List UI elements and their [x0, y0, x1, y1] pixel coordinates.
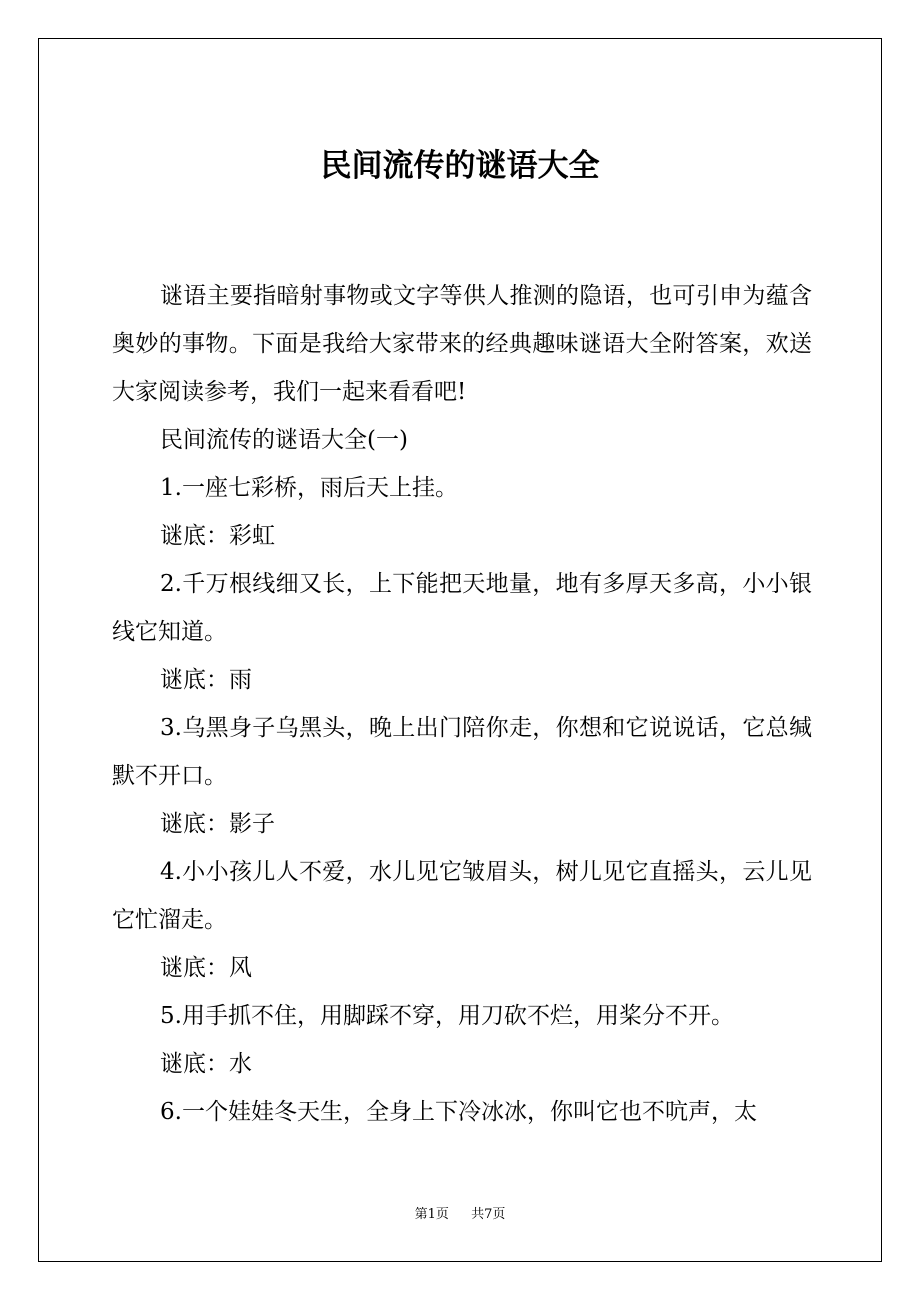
- riddle-6: 6.一个娃娃冬天生，全身上下冷冰冰，你叫它也不吭声，太: [160, 1099, 757, 1125]
- riddle-3: 3.乌黑身子乌黑头，晚上出门陪你走，你想和它说说话，它总缄默不开口。: [112, 715, 812, 789]
- document-title: 民间流传的谜语大全: [320, 148, 600, 184]
- answer-1: 谜底：彩虹: [160, 523, 275, 549]
- page-footer: [0, 1205, 920, 1225]
- answer-5: 谜底：水: [160, 1051, 252, 1077]
- riddle-4: 4.小小孩儿人不爱，水儿见它皱眉头，树儿见它直摇头，云儿见它忙溜走。: [112, 859, 812, 933]
- answer-2: 谜底：雨: [160, 667, 252, 693]
- riddle-2: 2.千万根线细又长，上下能把天地量，地有多厚天多高，小小银线它知道。: [112, 571, 812, 645]
- answer-4: 谜底：风: [160, 955, 252, 981]
- riddle-1: 1.一座七彩桥，雨后天上挂。: [160, 475, 458, 501]
- section-heading: 民间流传的谜语大全(一): [160, 427, 408, 453]
- answer-3: 谜底：影子: [160, 811, 275, 837]
- intro-paragraph: 谜语主要指暗射事物或文字等供人推测的隐语，也可引申为蕴含奥妙的事物。下面是我给大家带来的经典趣味谜语大全附答案，欢送大家阅读参考，我们一起来看看吧!: [112, 283, 812, 405]
- riddle-5: 5.用手抓不住，用脚踩不穿，用刀砍不烂，用桨分不开。: [160, 1003, 734, 1029]
- document-body: [112, 272, 812, 1136]
- page-number: 第1页: [414, 1207, 449, 1222]
- page-total: 共7页: [471, 1207, 506, 1222]
